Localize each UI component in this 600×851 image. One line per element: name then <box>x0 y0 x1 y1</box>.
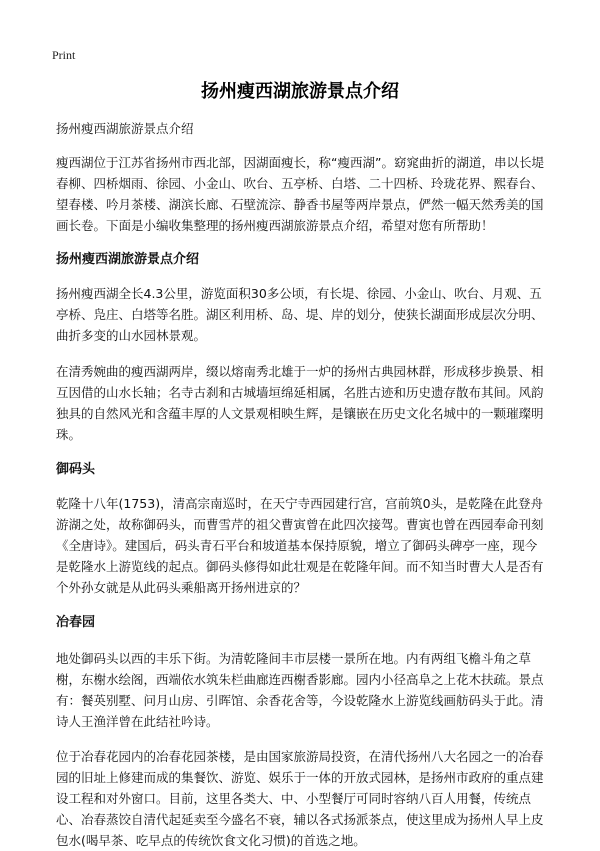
section-heading-overview: 扬州瘦西湖旅游景点介绍 <box>56 252 200 267</box>
yechunyuan-paragraph-2: 位于冶春花园内的冶春花园茶楼，是由国家旅游局投资，在清代扬州八大名园之一的冶春园的旧址上修建而成的集餐饮、游览、娱乐于一体的开放式园林，是扬州市政府的重点建设工程和对外窗口。目前，这里各类大、中、小型餐厅可同时容纳八百人用餐，传统点心、冶春蒸饺自清代起延卖至今盛名不衰，辅以各式扬派茶点，使这里成为扬州人早上皮包水(喝早茶、吃早点的传统饮食文化习惯)的首选之地。 <box>56 749 544 848</box>
yechunyuan-paragraph-1: 地处御码头以西的丰乐下街。为清乾隆间丰市层楼一景所在地。内有两组飞檐斗角之草榭，东榭水绘阁，西端依水筑朱栏曲廊连西榭香影廊。园内小径高阜之上花木扶疏。景点有：餐英别墅、问月山房、引晖馆、余香花舍等，今设乾隆水上游览线画舫码头于此。清诗人王渔洋曾在此结社吟诗。 <box>56 651 544 729</box>
section-heading-yumatou: 御码头 <box>56 462 96 477</box>
page-title: 扬州瘦西湖旅游景点介绍 <box>201 81 399 102</box>
intro-paragraph: 瘦西湖位于江苏省扬州市西北部，因湖面瘦长，称“瘦西湖”。窈窕曲折的湖道，串以长堤春柳、四桥烟雨、徐园、小金山、吹台、五亭桥、白塔、二十四桥、玲珑花界、熙春台、望春楼、吟月茶楼、湖滨长廊、石壁流淙、静香书屋等两岸景点，俨然一幅天然秀美的国画长卷。下面是小编收集整理的扬州瘦西湖旅游景点介绍，希望对您有所帮助！ <box>56 155 544 233</box>
section-heading-yechunyuan: 冶春园 <box>56 615 96 630</box>
overview-paragraph-2: 在清秀婉曲的瘦西湖两岸，缀以熔南秀北雄于一炉的扬州古典园林群，形成移步换景、相互因借的山水长轴；名寺古刹和古城墙垣绵延相属，名胜古迹和历史遗存散布其间。风韵独具的自然风光和含蕴丰厚的人文景观相映生辉，是镶嵌在历史文化名城中的一颗璀璨明珠。 <box>56 364 544 442</box>
print-link[interactable]: Print <box>52 48 76 62</box>
article-body <box>56 118 546 851</box>
yumatou-paragraph: 乾隆十八年(1753)，清高宗南巡时，在天宁寺西园建行宫，宫前筑0头，是乾隆在此登舟游湖之处，故称御码头，而曹雪芹的祖父曹寅曾在此四次接驾。曹寅也曾在西园奉命刊刻《全唐诗》。建国后，码头青石平台和坡道基本保持原貌，增立了御码头碑亭一座，现今是乾隆水上游览线的起点。御码头修得如此壮观是在乾隆年间。而不知当时曹大人是否有个外孙女就是从此码头乘船离开扬州进京的？ <box>56 496 544 595</box>
article-subtitle: 扬州瘦西湖旅游景点介绍 <box>56 121 194 136</box>
overview-paragraph-1: 扬州瘦西湖全长4.3公里，游览面积30多公顷，有长堤、徐园、小金山、吹台、月观、五亭桥、凫庄、白塔等名胜。湖区利用桥、岛、堤、岸的划分，使狭长湖面形成层次分明、曲折多变的山水园林景观。 <box>56 286 544 343</box>
